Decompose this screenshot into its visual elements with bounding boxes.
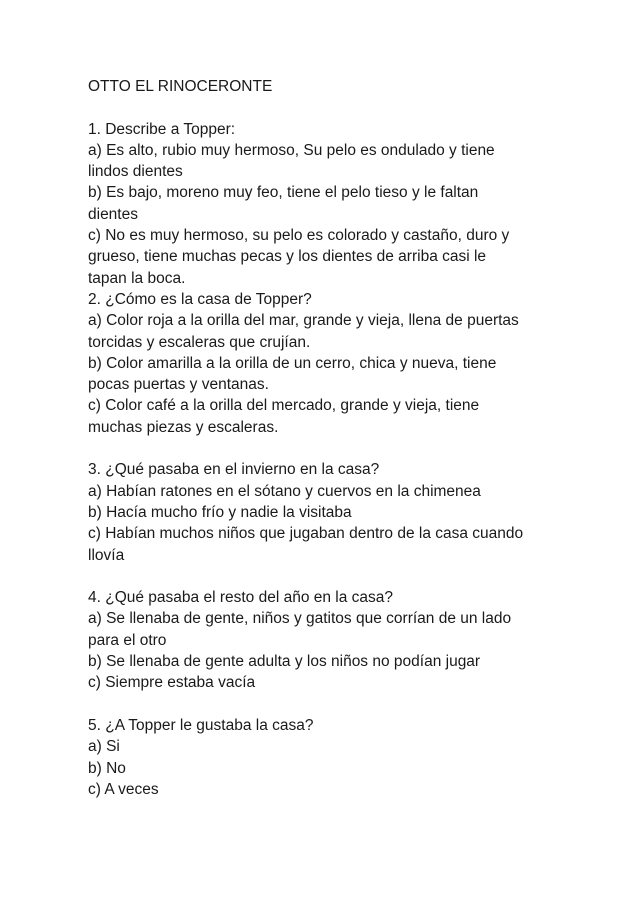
option-line: b) Se llenaba de gente adulta y los niños no podían jugar: [88, 653, 481, 671]
option-line: a) Color roja a la orilla del mar, grande y vieja, llena de puertas: [88, 312, 519, 330]
option-line: c) A veces: [88, 780, 159, 798]
option-line: a) Es alto, rubio muy hermoso, Su pelo es ondulado y tiene: [88, 141, 495, 159]
question-5: [88, 715, 568, 800]
question-5-option-b: [88, 758, 568, 779]
option-line: para el otro: [88, 631, 167, 649]
question-5-option-a: [88, 736, 568, 757]
option-line: b) Color amarilla a la orilla de un cerro, chica y nueva, tiene: [88, 354, 497, 372]
question-5-prompt: 5. ¿A Topper le gustaba la casa?: [88, 716, 314, 734]
question-4-option-c: [88, 672, 568, 693]
option-line: lindos dientes: [88, 163, 183, 181]
question-1-option-b: [88, 182, 568, 225]
question-3-prompt: 3. ¿Qué pasaba en el invierno en la casa?: [88, 461, 380, 479]
spacer: [88, 97, 568, 118]
question-3-option-a: [88, 481, 568, 502]
document-title: OTTO EL RINOCERONTE: [88, 78, 273, 95]
question-2-option-b: [88, 353, 568, 396]
option-line: grueso, tiene muchas pecas y los dientes de arriba casi le: [88, 248, 487, 266]
question-3-option-c: [88, 523, 568, 566]
question-4-option-a: [88, 608, 568, 651]
question-3: [88, 459, 568, 565]
spacer: [88, 438, 568, 459]
option-line: c) Siempre estaba vacía: [88, 674, 256, 692]
option-line: dientes: [88, 205, 138, 223]
option-line: b) No: [88, 759, 126, 777]
question-2-option-a: [88, 310, 568, 353]
question-4-prompt: 4. ¿Qué pasaba el resto del año en la casa?: [88, 589, 394, 607]
option-line: b) Es bajo, moreno muy feo, tiene el pelo tieso y le faltan: [88, 184, 479, 202]
option-line: c) No es muy hermoso, su pelo es colorado y castaño, duro y: [88, 227, 510, 245]
option-line: torcidas y escaleras que crujían.: [88, 333, 311, 351]
question-1-prompt: 1. Describe a Topper:: [88, 120, 236, 138]
question-5-option-c: [88, 779, 568, 800]
question-2-prompt: 2. ¿Cómo es la casa de Topper?: [88, 290, 312, 308]
question-1: [88, 119, 568, 289]
option-line: c) Color café a la orilla del mercado, grande y vieja, tiene: [88, 397, 480, 415]
option-line: a) Se llenaba de gente, niños y gatitos que corrían de un lado: [88, 610, 512, 628]
option-line: b) Hacía mucho frío y nadie la visitaba: [88, 503, 352, 521]
question-2-option-c: [88, 395, 568, 438]
option-line: pocas puertas y ventanas.: [88, 376, 269, 394]
question-1-option-c: [88, 225, 568, 289]
option-line: tapan la boca.: [88, 269, 186, 287]
option-line: a) Habían ratones en el sótano y cuervos en la chimenea: [88, 482, 481, 500]
option-line: muchas piezas y escaleras.: [88, 418, 279, 436]
question-4-option-b: [88, 651, 568, 672]
spacer: [88, 694, 568, 715]
question-3-option-b: [88, 502, 568, 523]
option-line: llovía: [88, 546, 125, 564]
question-1-option-a: [88, 140, 568, 183]
option-line: a) Si: [88, 738, 120, 756]
option-line: c) Habían muchos niños que jugaban dentro de la casa cuando: [88, 525, 524, 543]
spacer: [88, 566, 568, 587]
question-2: [88, 289, 568, 438]
document-page: [88, 76, 568, 800]
question-4: [88, 587, 568, 693]
